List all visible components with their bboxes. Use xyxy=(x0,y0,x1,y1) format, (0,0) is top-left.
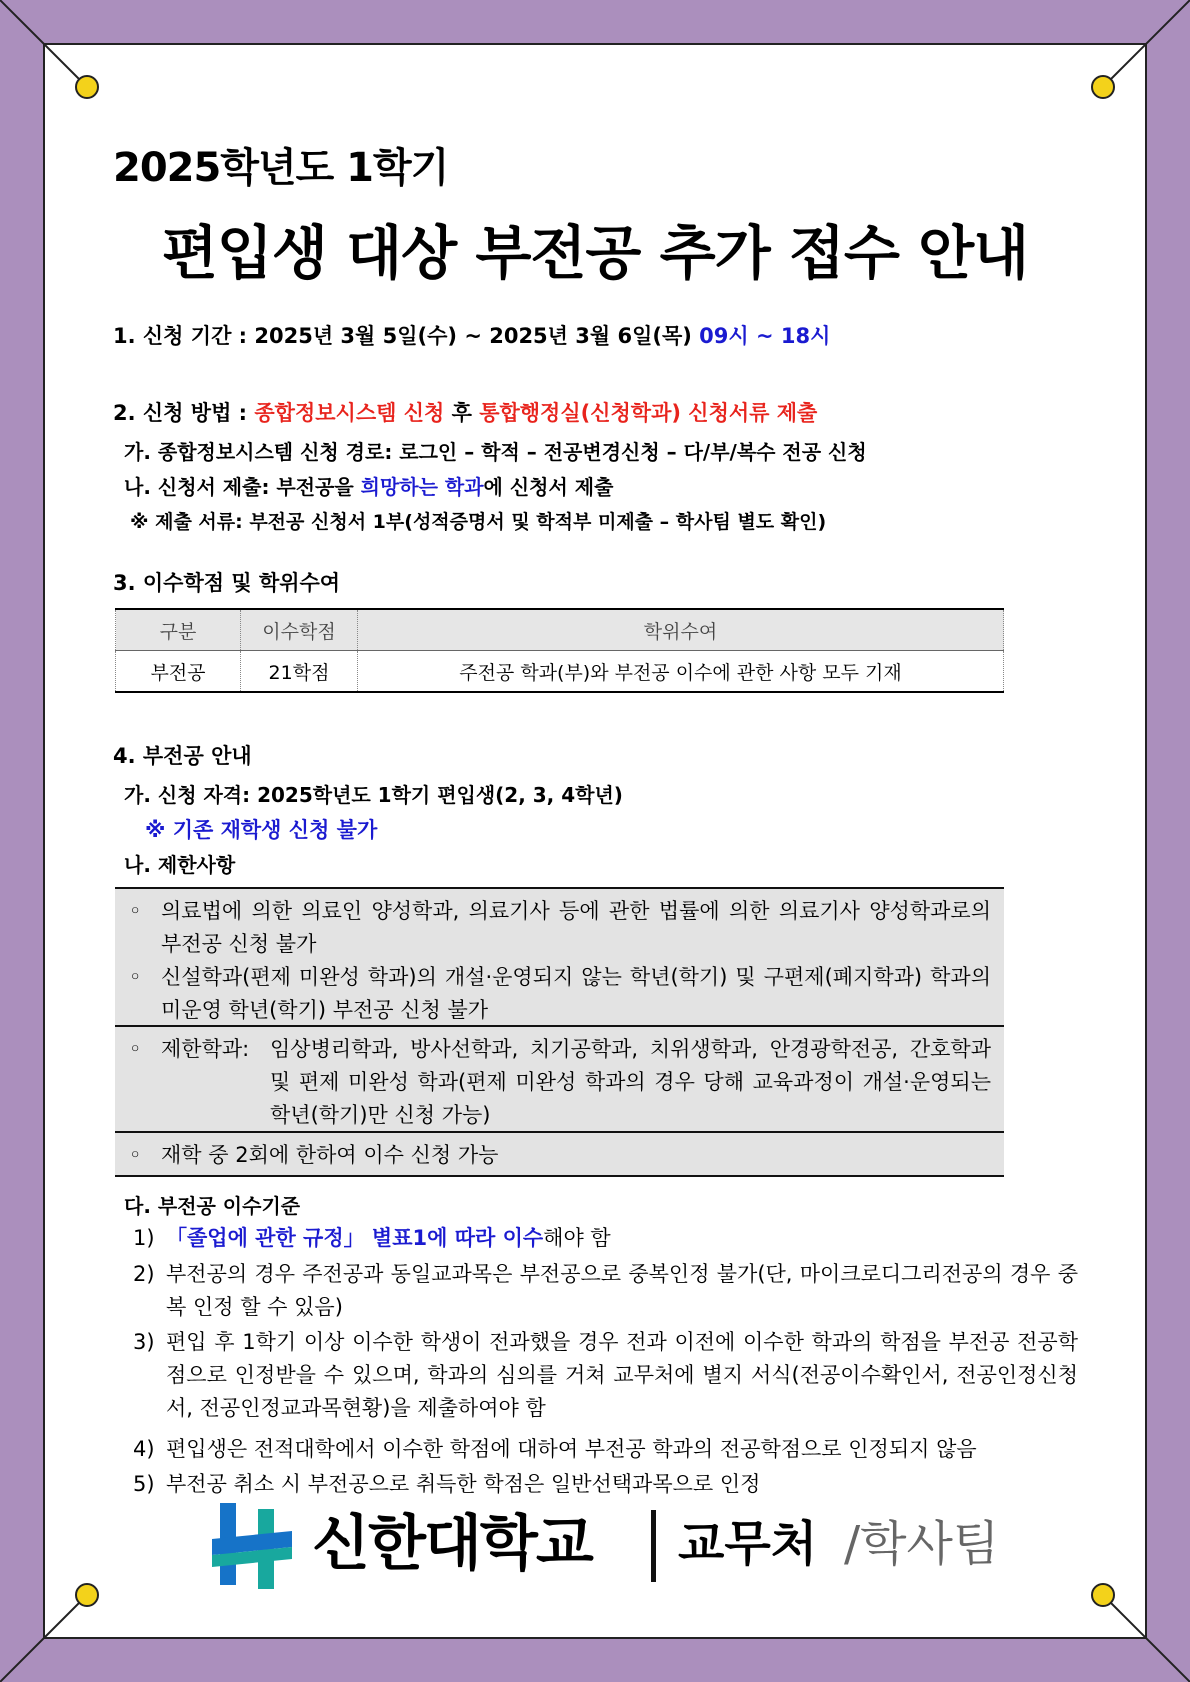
period-time: 09시 ~ 18시 xyxy=(699,324,831,348)
table-row xyxy=(116,651,1004,693)
team-name: /학사팀 xyxy=(844,1516,1000,1572)
restriction-box xyxy=(115,1025,1004,1131)
restriction-box xyxy=(115,1131,1004,1177)
office-name: 교무처 xyxy=(678,1516,818,1572)
standard-rule-post: 해야 함 xyxy=(543,1226,611,1250)
credits-table xyxy=(115,608,1004,693)
section-credits-title: 3. 이수학점 및 학위수여 xyxy=(113,571,341,595)
restriction-item: 임상병리학과, 방사선학과, 치기공학과, 치위생학과, 안경광학전공, 간호학과 및 편제 미완성 학과(편제 미완성 학과의 경우 당해 교육과정이 개설·운영되는 학년(학기)만 신청 가능) xyxy=(270,1037,991,1127)
table-header-cell: 구분 xyxy=(116,609,241,651)
submit-post: 에 신청서 제출 xyxy=(483,475,614,499)
bullet: ◦ xyxy=(129,1037,142,1061)
section-apply-period xyxy=(113,320,830,350)
method-step1: 종합정보시스템 신청 xyxy=(254,401,445,425)
restriction-item: 신설학과(편제 미완성 학과)의 개설·운영되지 않는 학년(학기) 및 구편제(폐지학과) 학과의 미운영 학년(학기) 부전공 신청 불가 xyxy=(161,965,991,1022)
standard-rule-link: 「졸업에 관한 규정」 별표1에 따라 이수 xyxy=(166,1226,544,1250)
item-number: 1) xyxy=(133,1226,155,1250)
standard-text: 편입생은 전적대학에서 이수한 학점에 대하여 부전공 학과의 전공학점으로 인정되지 않음 xyxy=(166,1437,977,1461)
method-label: 2. 신청 방법 : xyxy=(113,401,255,425)
table-cell: 부전공 xyxy=(116,651,241,693)
standard-text: 편입 후 1학기 이상 이수한 학생이 전과했을 경우 전과 이전에 이수한 학과의 학점을 부전공 전공학점으로 인정받을 수 있으며, 학과의 심의를 거쳐 교무처에 별지 서식(전공이수확인서, 전공인정신청서, 전공인정교과목현황)을 제출하여야 함 xyxy=(166,1330,1078,1420)
submit-dept: 희망하는 학과 xyxy=(360,475,484,499)
table-header-cell: 학위수여 xyxy=(358,609,1004,651)
item-number: 4) xyxy=(133,1437,155,1461)
table-cell: 21학점 xyxy=(241,651,358,693)
restrictions-title: 나. 제한사항 xyxy=(124,853,236,877)
submit-pre: 나. 신청서 제출: 부전공을 xyxy=(124,475,361,499)
restriction-box xyxy=(115,887,1004,1025)
bullet: ◦ xyxy=(129,1143,142,1167)
bullet: ◦ xyxy=(129,899,142,923)
restriction-item: 재학 중 2회에 한하여 이수 신청 가능 xyxy=(161,1143,499,1167)
page-title: 편입생 대상 부전공 추가 접수 안내 xyxy=(161,219,1029,287)
section-apply-method xyxy=(113,397,817,427)
standard-text: 부전공의 경우 주전공과 동일교과목은 부전공으로 중복인정 불가(단, 마이크로디그리전공의 경우 중복 인정 할 수 있음) xyxy=(166,1262,1078,1319)
bullet: ◦ xyxy=(129,965,142,989)
university-emblem-icon xyxy=(212,1503,292,1589)
table-header-row xyxy=(116,609,1004,651)
logo-divider xyxy=(651,1510,656,1582)
method-step2: 통합행정실(신청학과) 신청서류 제출 xyxy=(479,401,818,425)
eligibility: 가. 신청 자격: 2025학년도 1학기 편입생(2, 3, 4학년) xyxy=(124,783,623,807)
item-number: 5) xyxy=(133,1472,155,1496)
standard-text: 부전공 취소 시 부전공으로 취득한 학점은 일반선택과목으로 인정 xyxy=(166,1472,761,1496)
table-cell: 주전공 학과(부)와 부전공 이수에 관한 사항 모두 기재 xyxy=(358,651,1004,693)
method-note: ※ 제출 서류: 부전공 신청서 1부(성적증명서 및 학적부 미제출 – 학사팀 별도 확인) xyxy=(130,511,827,533)
table-header-cell: 이수학점 xyxy=(241,609,358,651)
standards-title: 다. 부전공 이수기준 xyxy=(124,1194,301,1218)
year-term-heading: 2025학년도 1학기 xyxy=(113,145,449,191)
period-label: 1. 신청 기간 : 2025년 3월 5일(수) ~ 2025년 3월 6일(목) xyxy=(113,324,692,348)
eligibility-note: ※ 기존 재학생 신청 불가 xyxy=(145,818,378,842)
method-join: 후 xyxy=(444,401,480,425)
section-minor-guide: 4. 부전공 안내 xyxy=(113,744,252,768)
item-number: 2) xyxy=(133,1262,155,1286)
university-name: 신한대학교 xyxy=(312,1509,592,1579)
restricted-label: 제한학과: xyxy=(161,1037,250,1061)
university-logo xyxy=(208,1500,1008,1590)
item-number: 3) xyxy=(133,1330,155,1354)
method-path: 가. 종합정보시스템 신청 경로: 로그인 – 학적 – 전공변경신청 – 다/부/복수 전공 신청 xyxy=(124,440,867,464)
method-submit xyxy=(124,471,613,500)
restriction-item: 의료법에 의한 의료인 양성학과, 의료기사 등에 관한 법률에 의한 의료기사 양성학과로의 부전공 신청 불가 xyxy=(161,899,991,956)
